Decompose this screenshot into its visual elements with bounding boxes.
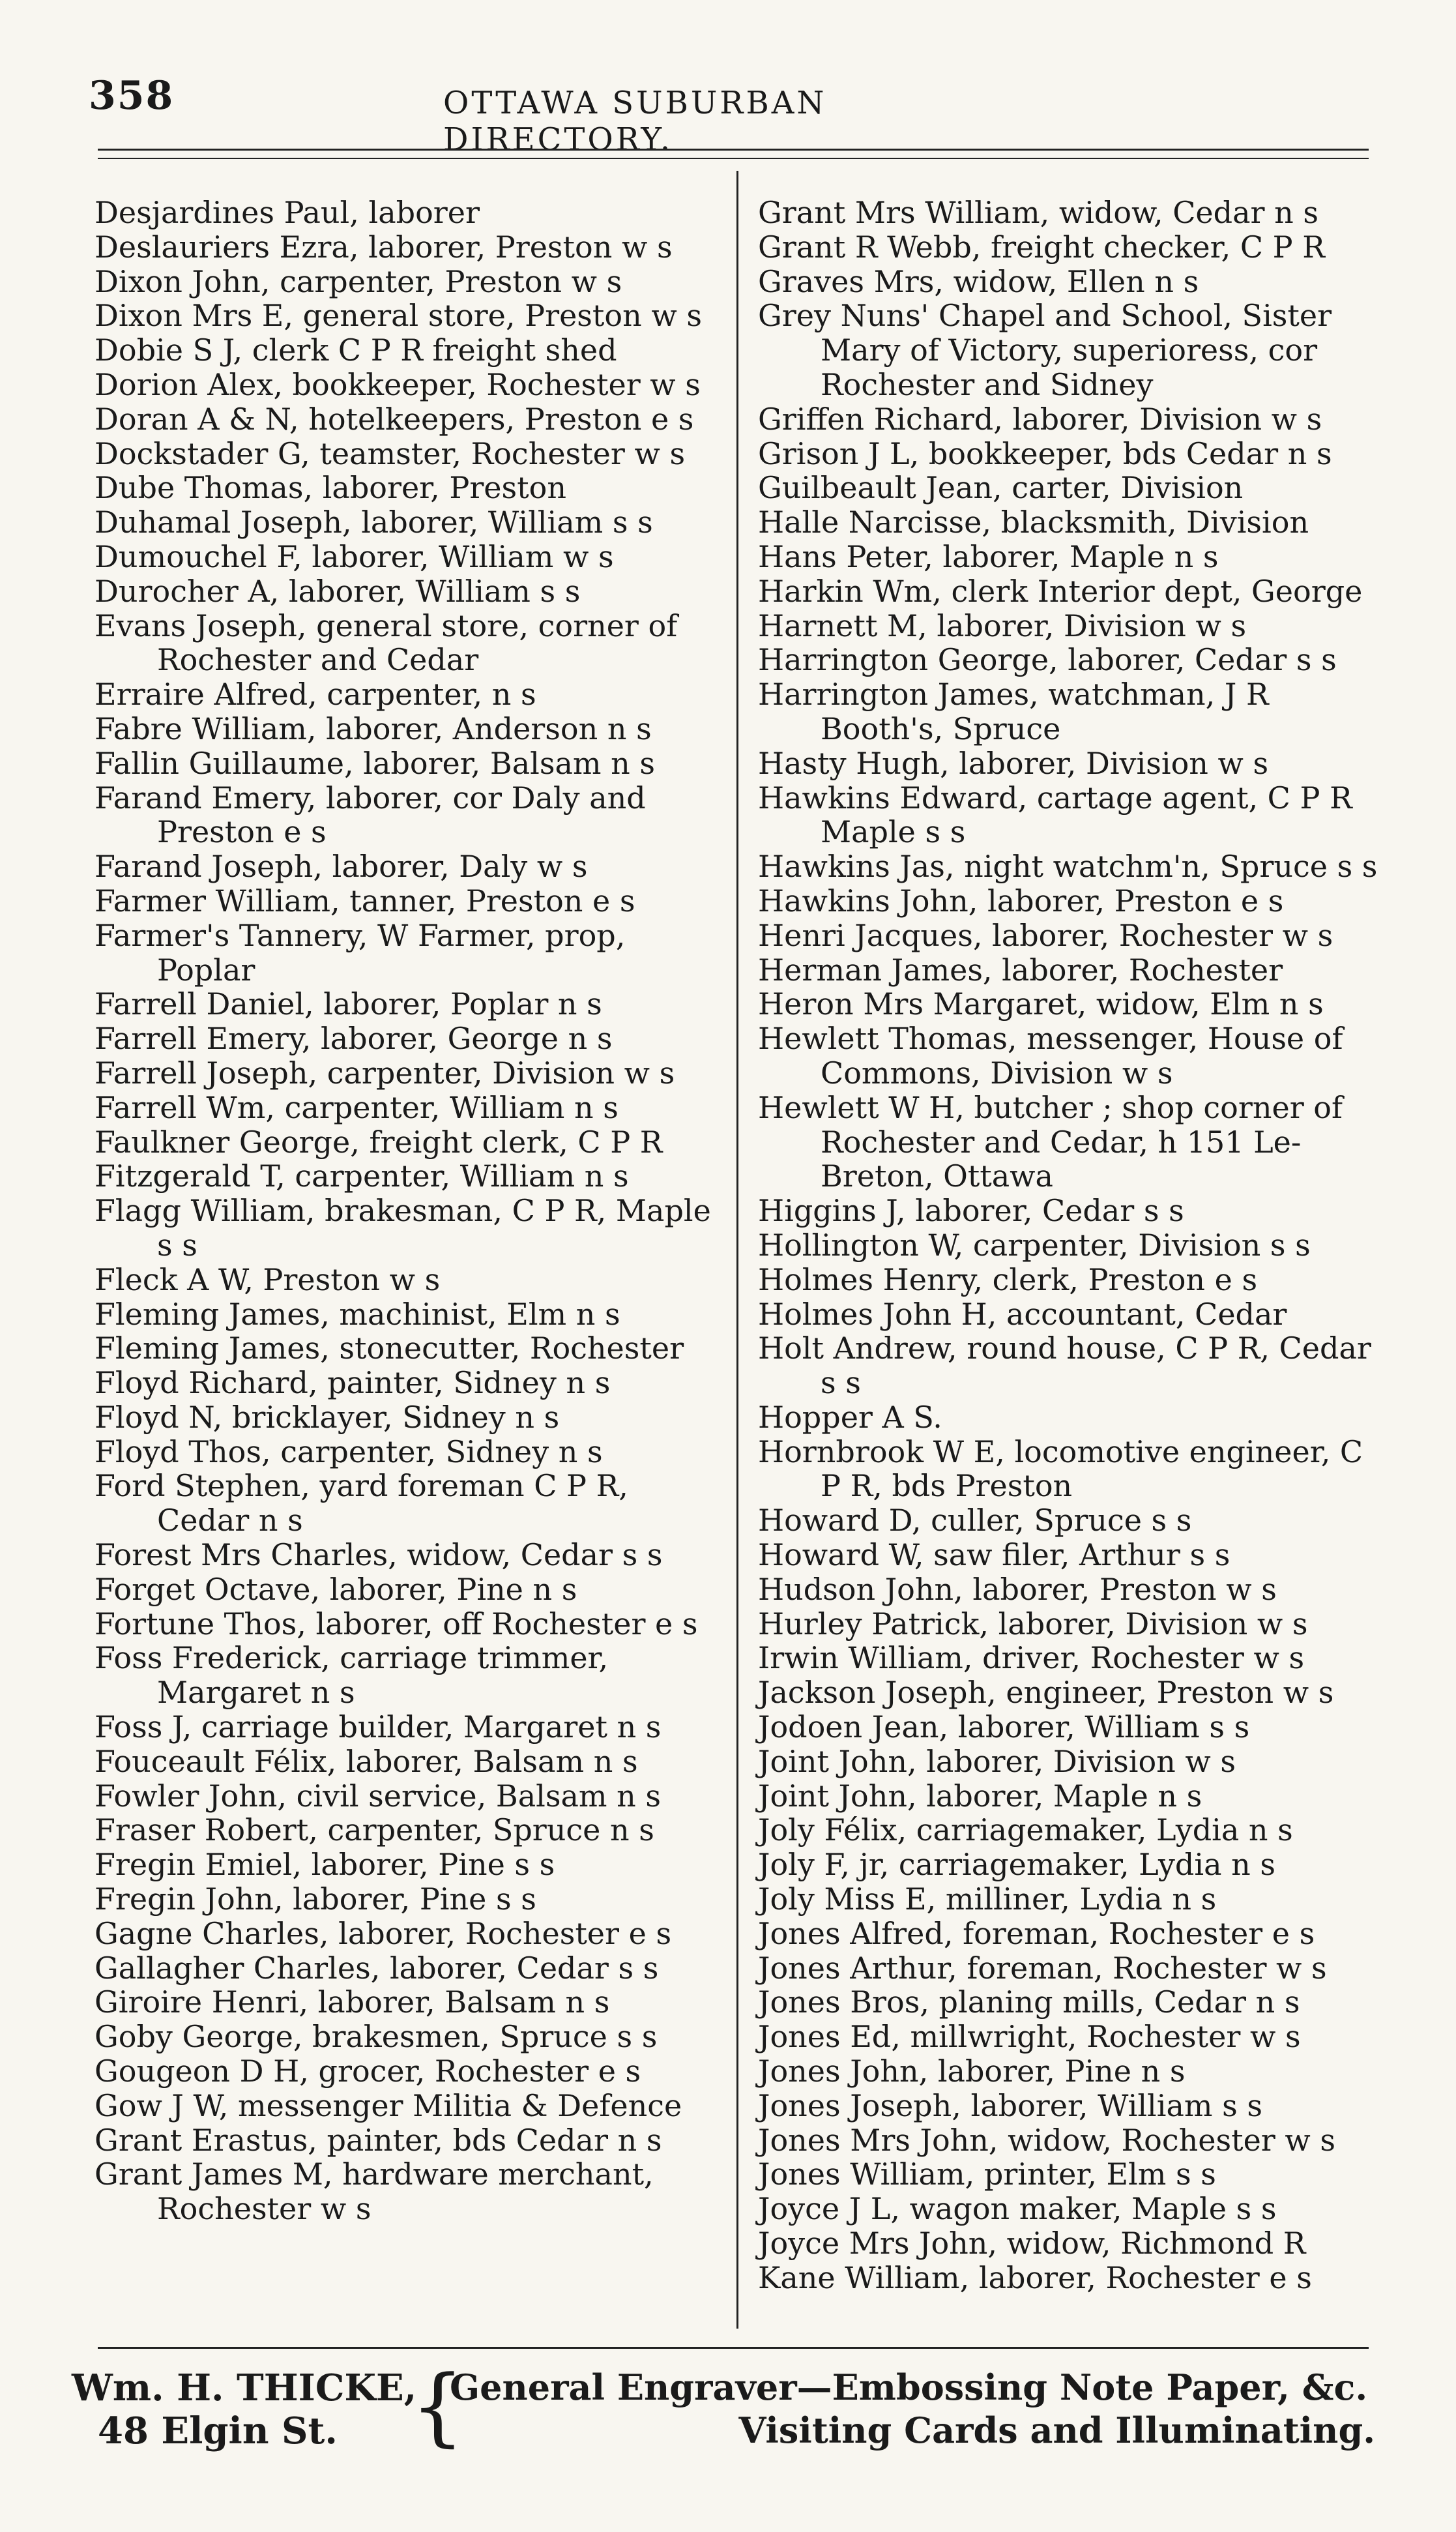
directory-entry: Dixon Mrs E, general store, Preston w s [95, 298, 702, 334]
directory-entry: Dorion Alex, bookkeeper, Rochester w s [95, 366, 701, 402]
directory-entry: Deslauriers Ezra, laborer, Preston w s [95, 229, 673, 265]
directory-entry: Hornbrook W E, locomotive engineer, C P R, bds Preston [758, 1434, 1363, 1504]
directory-entry: Jackson Joseph, engineer, Preston w s [758, 1675, 1334, 1711]
directory-entry: Grant Erastus, painter, bds Cedar n s [95, 2122, 662, 2158]
directory-entry: Giroire Henri, laborer, Balsam n s [95, 1984, 610, 2020]
directory-entry: Jones Mrs John, widow, Rochester w s [758, 2122, 1336, 2158]
directory-entry: Hewlett W H, butcher ; shop corner of Rochester and Cedar, h 151 Le-Breton, Ottawa [758, 1089, 1343, 1194]
directory-entry: Henri Jacques, laborer, Rochester w s [758, 917, 1333, 953]
directory-entry: Kane William, laborer, Rochester e s [758, 2260, 1312, 2295]
directory-entry: Holt Andrew, round house, C P R, Cedar s s [758, 1331, 1371, 1401]
directory-entry: Floyd Richard, painter, Sidney n s [95, 1365, 611, 1401]
directory-entry: Foss J, carriage builder, Margaret n s [95, 1709, 662, 1745]
directory-entry: Heron Mrs Margaret, widow, Elm n s [758, 986, 1324, 1022]
advertisement-footer [72, 2357, 1375, 2464]
directory-entry: Desjardines Paul, laborer [95, 195, 480, 230]
directory-entry: Goby George, brakesmen, Spruce s s [95, 2019, 658, 2055]
directory-entry: Jones Joseph, laborer, William s s [758, 2087, 1262, 2123]
directory-entry: Joyce Mrs John, widow, Richmond R [758, 2226, 1306, 2261]
directory-entry: Fregin John, laborer, Pine s s [95, 1881, 536, 1917]
directory-entry: Grison J L, bookkeeper, bds Cedar n s [758, 435, 1332, 471]
directory-entry: Hopper A S. [758, 1399, 942, 1435]
directory-entry: Howard D, culler, Spruce s s [758, 1503, 1192, 1538]
directory-entry: Howard W, saw filer, Arthur s s [758, 1537, 1230, 1573]
directory-entry: Jones William, printer, Elm s s [758, 2157, 1216, 2192]
directory-entry: Farrell Emery, laborer, George n s [95, 1021, 613, 1057]
directory-entry: Gow J W, messenger Militia & Defence [95, 2087, 682, 2123]
directory-entry: Joly Félix, carriagemaker, Lydia n s [758, 1812, 1293, 1848]
directory-entry: Joly F, jr, carriagemaker, Lydia n s [758, 1847, 1275, 1883]
directory-entry: Farand Joseph, laborer, Daly w s [95, 849, 588, 885]
directory-entry: Hewlett Thomas, messenger, House of Commons, Division w s [758, 1021, 1343, 1091]
directory-entry: Hollington W, carpenter, Division s s [758, 1227, 1311, 1263]
left-column [95, 196, 720, 2226]
directory-entry: Fleming James, machinist, Elm n s [95, 1296, 620, 1332]
header-rule-thin [98, 158, 1369, 159]
advertiser-address: 48 Elgin St. [98, 2409, 338, 2452]
directory-entry: Hawkins John, laborer, Preston e s [758, 883, 1284, 919]
directory-entry: Harrington George, laborer, Cedar s s [758, 642, 1337, 678]
directory-entry: Fraser Robert, carpenter, Spruce n s [95, 1812, 654, 1848]
directory-entry: Grant R Webb, freight checker, C P R [758, 229, 1325, 265]
directory-entry: Ford Stephen, yard foreman C P R, Cedar n s [95, 1468, 628, 1538]
directory-entry: Halle Narcisse, blacksmith, Division [758, 505, 1309, 540]
directory-entry: Jones John, laborer, Pine n s [758, 2054, 1186, 2089]
brace-glyph: { [411, 2357, 465, 2456]
directory-entry: Durocher A, laborer, William s s [95, 573, 581, 609]
column-divider [736, 171, 738, 2329]
directory-entry: Dockstader G, teamster, Rochester w s [95, 435, 686, 471]
directory-entry: Flagg William, brakesman, C P R, Maple s s [95, 1193, 711, 1263]
directory-entry: Dobie S J, clerk C P R freight shed [95, 332, 617, 368]
advertiser-name: Wm. H. THICKE, [72, 2366, 417, 2409]
directory-entry: Farmer's Tannery, W Farmer, prop, Poplar [95, 917, 626, 988]
directory-entry: Farrell Daniel, laborer, Poplar n s [95, 986, 602, 1022]
directory-entry: Fouceault Félix, laborer, Balsam n s [95, 1743, 638, 1779]
directory-entry: Hawkins Edward, cartage agent, C P R Maple s s [758, 780, 1352, 850]
directory-entry: Gallagher Charles, laborer, Cedar s s [95, 1950, 659, 1986]
directory-entry: Fortune Thos, laborer, off Rochester e s [95, 1606, 698, 1641]
directory-entry: Farmer William, tanner, Preston e s [95, 883, 635, 919]
directory-entry: Gagne Charles, laborer, Rochester e s [95, 1915, 672, 1951]
directory-entry: Holmes John H, accountant, Cedar [758, 1296, 1287, 1332]
directory-entry: Harnett M, laborer, Division w s [758, 608, 1247, 643]
directory-entry: Joint John, laborer, Division w s [758, 1743, 1236, 1779]
directory-entry: Irwin William, driver, Rochester w s [758, 1640, 1305, 1676]
directory-entry: Jones Alfred, foreman, Rochester e s [758, 1915, 1315, 1951]
advertisement-line-2: Visiting Cards and Illuminating. [738, 2409, 1375, 2451]
directory-entry: Harrington James, watchman, J R Booth's, Spruce [758, 677, 1269, 746]
directory-entry: Forget Octave, laborer, Pine n s [95, 1571, 577, 1607]
directory-entry: Hans Peter, laborer, Maple n s [758, 538, 1219, 574]
directory-entry: Forest Mrs Charles, widow, Cedar s s [95, 1537, 663, 1573]
directory-entry: Gougeon D H, grocer, Rochester e s [95, 2054, 641, 2089]
directory-entry: Joly Miss E, milliner, Lydia n s [758, 1881, 1217, 1917]
directory-entry: Jodoen Jean, laborer, William s s [758, 1709, 1250, 1745]
directory-entry: Harkin Wm, clerk Interior dept, George [758, 573, 1363, 609]
directory-entry: Hurley Patrick, laborer, Division w s [758, 1606, 1308, 1641]
directory-entry: Fowler John, civil service, Balsam n s [95, 1778, 661, 1814]
directory-entry: Dumouchel F, laborer, William w s [95, 538, 614, 574]
directory-entry: Evans Joseph, general store, corner of Rochester and Cedar [95, 608, 678, 678]
directory-entry: Dixon John, carpenter, Preston w s [95, 263, 622, 299]
page-title: OTTAWA SUBURBAN DIRECTORY. [443, 85, 827, 158]
directory-entry: Hudson John, laborer, Preston w s [758, 1571, 1277, 1607]
directory-entry: Fregin Emiel, laborer, Pine s s [95, 1847, 555, 1883]
directory-entry: Farrell Wm, carpenter, William n s [95, 1089, 619, 1125]
directory-entry: Joint John, laborer, Maple n s [758, 1778, 1202, 1814]
directory-entry: Griffen Richard, laborer, Division w s [758, 401, 1322, 437]
directory-entry: Grant James M, hardware merchant, Rochester w s [95, 2157, 654, 2227]
directory-entry: Doran A & N, hotelkeepers, Preston e s [95, 401, 694, 437]
directory-entry: Fleck A W, Preston w s [95, 1261, 441, 1297]
directory-entry: Fitzgerald T, carpenter, William n s [95, 1158, 629, 1194]
directory-entry: Grey Nuns' Chapel and School, Sister Mary of Victory, superioress, cor Rochester and Sidney [758, 298, 1332, 402]
directory-entry: Holmes Henry, clerk, Preston e s [758, 1261, 1258, 1297]
directory-entry: Herman James, laborer, Rochester [758, 952, 1283, 988]
directory-entry: Jones Arthur, foreman, Rochester w s [758, 1950, 1327, 1986]
directory-entry: Joyce J L, wagon maker, Maple s s [758, 2191, 1277, 2227]
directory-entry: Hawkins Jas, night watchm'n, Spruce s s [758, 849, 1378, 885]
directory-entry: Dube Thomas, laborer, Preston [95, 470, 566, 506]
directory-entry: Floyd N, bricklayer, Sidney n s [95, 1399, 560, 1435]
directory-entry: Grant Mrs William, widow, Cedar n s [758, 195, 1318, 230]
directory-entry: Duhamal Joseph, laborer, William s s [95, 505, 653, 540]
directory-entry: Jones Bros, planing mills, Cedar n s [758, 1984, 1300, 2020]
directory-entry: Erraire Alfred, carpenter, n s [95, 677, 536, 713]
directory-entry: Fallin Guillaume, laborer, Balsam n s [95, 745, 655, 781]
header-rule [98, 149, 1369, 151]
directory-entry: Jones Ed, millwright, Rochester w s [758, 2019, 1301, 2055]
directory-entry: Faulkner George, freight clerk, C P R [95, 1124, 663, 1160]
advertisement-line-1: General Engraver—Embossing Note Paper, &c. [450, 2366, 1368, 2408]
footer-rule [98, 2347, 1369, 2349]
directory-entry: Hasty Hugh, laborer, Division w s [758, 745, 1269, 781]
directory-entry: Foss Frederick, carriage trimmer, Margaret n s [95, 1640, 609, 1711]
directory-entry: Fleming James, stonecutter, Rochester [95, 1331, 684, 1366]
directory-entry: Guilbeault Jean, carter, Division [758, 470, 1244, 506]
directory-entry: Floyd Thos, carpenter, Sidney n s [95, 1434, 603, 1469]
page-number: 358 [89, 73, 175, 119]
right-column [758, 196, 1384, 2295]
directory-entry: Higgins J, laborer, Cedar s s [758, 1193, 1184, 1229]
directory-entry: Graves Mrs, widow, Ellen n s [758, 263, 1199, 299]
directory-entry: Fabre William, laborer, Anderson n s [95, 711, 652, 746]
directory-entry: Farrell Joseph, carpenter, Division w s [95, 1055, 675, 1091]
directory-entry: Farand Emery, laborer, cor Daly and Preston e s [95, 780, 646, 850]
